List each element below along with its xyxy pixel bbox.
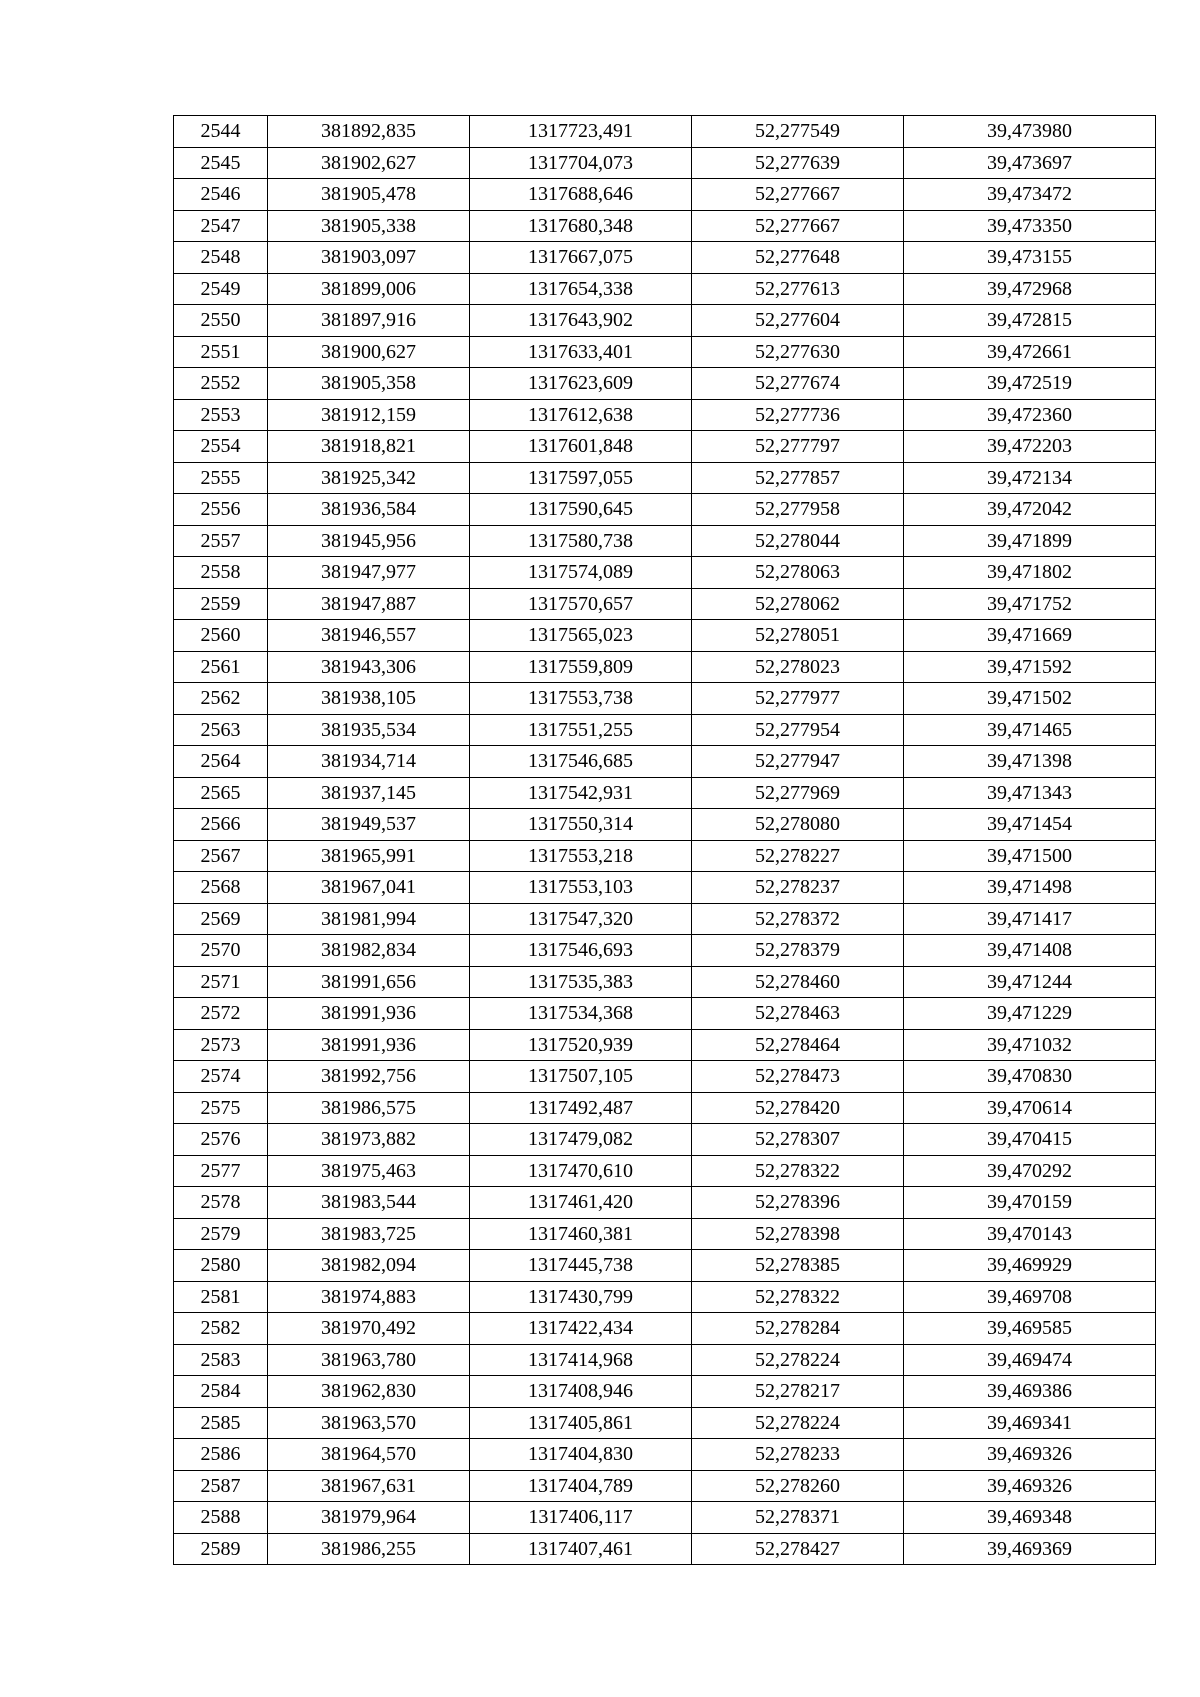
longitude-cell: 39,471465 <box>904 714 1156 746</box>
latitude-cell: 52,277857 <box>692 462 904 494</box>
table-row <box>174 998 1156 1030</box>
y-coordinate-cell: 1317590,645 <box>470 494 692 526</box>
x-coordinate-cell: 381900,627 <box>268 336 470 368</box>
y-coordinate-cell: 1317623,609 <box>470 368 692 400</box>
latitude-cell: 52,278224 <box>692 1344 904 1376</box>
table-row <box>174 494 1156 526</box>
x-coordinate-cell: 381935,534 <box>268 714 470 746</box>
point-number-cell: 2552 <box>174 368 268 400</box>
y-coordinate-cell: 1317445,738 <box>470 1250 692 1282</box>
table-row <box>174 651 1156 683</box>
point-number-cell: 2586 <box>174 1439 268 1471</box>
x-coordinate-cell: 381991,936 <box>268 998 470 1030</box>
latitude-cell: 52,278372 <box>692 903 904 935</box>
y-coordinate-cell: 1317546,685 <box>470 746 692 778</box>
longitude-cell: 39,472042 <box>904 494 1156 526</box>
point-number-cell: 2548 <box>174 242 268 274</box>
y-coordinate-cell: 1317408,946 <box>470 1376 692 1408</box>
point-number-cell: 2566 <box>174 809 268 841</box>
coordinates-table <box>173 115 1156 1565</box>
latitude-cell: 52,278322 <box>692 1281 904 1313</box>
point-number-cell: 2558 <box>174 557 268 589</box>
x-coordinate-cell: 381986,575 <box>268 1092 470 1124</box>
longitude-cell: 39,471498 <box>904 872 1156 904</box>
point-number-cell: 2579 <box>174 1218 268 1250</box>
y-coordinate-cell: 1317612,638 <box>470 399 692 431</box>
latitude-cell: 52,278227 <box>692 840 904 872</box>
x-coordinate-cell: 381905,338 <box>268 210 470 242</box>
point-number-cell: 2572 <box>174 998 268 1030</box>
y-coordinate-cell: 1317422,434 <box>470 1313 692 1345</box>
longitude-cell: 39,471454 <box>904 809 1156 841</box>
coordinates-table-body <box>174 116 1156 1565</box>
point-number-cell: 2576 <box>174 1124 268 1156</box>
y-coordinate-cell: 1317407,461 <box>470 1533 692 1565</box>
point-number-cell: 2559 <box>174 588 268 620</box>
longitude-cell: 39,471502 <box>904 683 1156 715</box>
longitude-cell: 39,469474 <box>904 1344 1156 1376</box>
x-coordinate-cell: 381991,656 <box>268 966 470 998</box>
y-coordinate-cell: 1317654,338 <box>470 273 692 305</box>
y-coordinate-cell: 1317553,738 <box>470 683 692 715</box>
latitude-cell: 52,278224 <box>692 1407 904 1439</box>
latitude-cell: 52,277797 <box>692 431 904 463</box>
y-coordinate-cell: 1317507,105 <box>470 1061 692 1093</box>
x-coordinate-cell: 381905,358 <box>268 368 470 400</box>
y-coordinate-cell: 1317688,646 <box>470 179 692 211</box>
point-number-cell: 2554 <box>174 431 268 463</box>
latitude-cell: 52,277958 <box>692 494 904 526</box>
point-number-cell: 2578 <box>174 1187 268 1219</box>
longitude-cell: 39,472661 <box>904 336 1156 368</box>
table-row <box>174 431 1156 463</box>
point-number-cell: 2589 <box>174 1533 268 1565</box>
y-coordinate-cell: 1317580,738 <box>470 525 692 557</box>
point-number-cell: 2563 <box>174 714 268 746</box>
point-number-cell: 2561 <box>174 651 268 683</box>
y-coordinate-cell: 1317404,830 <box>470 1439 692 1471</box>
point-number-cell: 2584 <box>174 1376 268 1408</box>
longitude-cell: 39,470143 <box>904 1218 1156 1250</box>
latitude-cell: 52,278284 <box>692 1313 904 1345</box>
x-coordinate-cell: 381967,631 <box>268 1470 470 1502</box>
x-coordinate-cell: 381892,835 <box>268 116 470 148</box>
x-coordinate-cell: 381983,725 <box>268 1218 470 1250</box>
y-coordinate-cell: 1317553,103 <box>470 872 692 904</box>
x-coordinate-cell: 381934,714 <box>268 746 470 778</box>
table-row <box>174 1281 1156 1313</box>
point-number-cell: 2567 <box>174 840 268 872</box>
x-coordinate-cell: 381903,097 <box>268 242 470 274</box>
table-row <box>174 1187 1156 1219</box>
table-row <box>174 777 1156 809</box>
longitude-cell: 39,469341 <box>904 1407 1156 1439</box>
y-coordinate-cell: 1317601,848 <box>470 431 692 463</box>
x-coordinate-cell: 381973,882 <box>268 1124 470 1156</box>
point-number-cell: 2549 <box>174 273 268 305</box>
table-row <box>174 305 1156 337</box>
latitude-cell: 52,278260 <box>692 1470 904 1502</box>
table-row <box>174 1407 1156 1439</box>
longitude-cell: 39,471802 <box>904 557 1156 589</box>
longitude-cell: 39,470292 <box>904 1155 1156 1187</box>
table-row <box>174 368 1156 400</box>
x-coordinate-cell: 381965,991 <box>268 840 470 872</box>
longitude-cell: 39,469326 <box>904 1439 1156 1471</box>
table-row <box>174 809 1156 841</box>
longitude-cell: 39,473155 <box>904 242 1156 274</box>
latitude-cell: 52,277667 <box>692 179 904 211</box>
table-row <box>174 935 1156 967</box>
table-row <box>174 872 1156 904</box>
x-coordinate-cell: 381938,105 <box>268 683 470 715</box>
latitude-cell: 52,277630 <box>692 336 904 368</box>
table-row <box>174 1344 1156 1376</box>
latitude-cell: 52,278473 <box>692 1061 904 1093</box>
y-coordinate-cell: 1317574,089 <box>470 557 692 589</box>
table-row <box>174 242 1156 274</box>
table-row <box>174 903 1156 935</box>
table-row <box>174 1502 1156 1534</box>
table-row <box>174 336 1156 368</box>
point-number-cell: 2571 <box>174 966 268 998</box>
longitude-cell: 39,472134 <box>904 462 1156 494</box>
longitude-cell: 39,473472 <box>904 179 1156 211</box>
y-coordinate-cell: 1317414,968 <box>470 1344 692 1376</box>
latitude-cell: 52,278080 <box>692 809 904 841</box>
point-number-cell: 2556 <box>174 494 268 526</box>
y-coordinate-cell: 1317597,055 <box>470 462 692 494</box>
point-number-cell: 2568 <box>174 872 268 904</box>
longitude-cell: 39,471229 <box>904 998 1156 1030</box>
longitude-cell: 39,469369 <box>904 1533 1156 1565</box>
latitude-cell: 52,278237 <box>692 872 904 904</box>
x-coordinate-cell: 381963,780 <box>268 1344 470 1376</box>
y-coordinate-cell: 1317553,218 <box>470 840 692 872</box>
x-coordinate-cell: 381992,756 <box>268 1061 470 1093</box>
table-row <box>174 462 1156 494</box>
longitude-cell: 39,471343 <box>904 777 1156 809</box>
x-coordinate-cell: 381982,094 <box>268 1250 470 1282</box>
y-coordinate-cell: 1317460,381 <box>470 1218 692 1250</box>
y-coordinate-cell: 1317547,320 <box>470 903 692 935</box>
longitude-cell: 39,471669 <box>904 620 1156 652</box>
longitude-cell: 39,472360 <box>904 399 1156 431</box>
table-row <box>174 273 1156 305</box>
latitude-cell: 52,277977 <box>692 683 904 715</box>
x-coordinate-cell: 381925,342 <box>268 462 470 494</box>
point-number-cell: 2557 <box>174 525 268 557</box>
latitude-cell: 52,278427 <box>692 1533 904 1565</box>
longitude-cell: 39,471500 <box>904 840 1156 872</box>
point-number-cell: 2585 <box>174 1407 268 1439</box>
latitude-cell: 52,278460 <box>692 966 904 998</box>
point-number-cell: 2565 <box>174 777 268 809</box>
longitude-cell: 39,472968 <box>904 273 1156 305</box>
longitude-cell: 39,469386 <box>904 1376 1156 1408</box>
table-row <box>174 1092 1156 1124</box>
y-coordinate-cell: 1317550,314 <box>470 809 692 841</box>
table-row <box>174 1061 1156 1093</box>
latitude-cell: 52,277667 <box>692 210 904 242</box>
x-coordinate-cell: 381963,570 <box>268 1407 470 1439</box>
latitude-cell: 52,278396 <box>692 1187 904 1219</box>
latitude-cell: 52,278233 <box>692 1439 904 1471</box>
point-number-cell: 2551 <box>174 336 268 368</box>
point-number-cell: 2582 <box>174 1313 268 1345</box>
x-coordinate-cell: 381936,584 <box>268 494 470 526</box>
y-coordinate-cell: 1317492,487 <box>470 1092 692 1124</box>
latitude-cell: 52,277604 <box>692 305 904 337</box>
table-row <box>174 588 1156 620</box>
table-row <box>174 1439 1156 1471</box>
x-coordinate-cell: 381981,994 <box>268 903 470 935</box>
latitude-cell: 52,278398 <box>692 1218 904 1250</box>
x-coordinate-cell: 381905,478 <box>268 179 470 211</box>
latitude-cell: 52,278062 <box>692 588 904 620</box>
point-number-cell: 2570 <box>174 935 268 967</box>
x-coordinate-cell: 381947,977 <box>268 557 470 589</box>
x-coordinate-cell: 381967,041 <box>268 872 470 904</box>
latitude-cell: 52,278063 <box>692 557 904 589</box>
table-row <box>174 525 1156 557</box>
point-number-cell: 2588 <box>174 1502 268 1534</box>
table-row <box>174 1029 1156 1061</box>
y-coordinate-cell: 1317723,491 <box>470 116 692 148</box>
y-coordinate-cell: 1317551,255 <box>470 714 692 746</box>
x-coordinate-cell: 381949,537 <box>268 809 470 841</box>
latitude-cell: 52,277947 <box>692 746 904 778</box>
point-number-cell: 2550 <box>174 305 268 337</box>
latitude-cell: 52,278322 <box>692 1155 904 1187</box>
point-number-cell: 2547 <box>174 210 268 242</box>
x-coordinate-cell: 381986,255 <box>268 1533 470 1565</box>
longitude-cell: 39,469348 <box>904 1502 1156 1534</box>
latitude-cell: 52,278420 <box>692 1092 904 1124</box>
point-number-cell: 2545 <box>174 147 268 179</box>
y-coordinate-cell: 1317479,082 <box>470 1124 692 1156</box>
longitude-cell: 39,470614 <box>904 1092 1156 1124</box>
longitude-cell: 39,472815 <box>904 305 1156 337</box>
table-row <box>174 714 1156 746</box>
latitude-cell: 52,277969 <box>692 777 904 809</box>
latitude-cell: 52,278464 <box>692 1029 904 1061</box>
x-coordinate-cell: 381975,463 <box>268 1155 470 1187</box>
point-number-cell: 2562 <box>174 683 268 715</box>
point-number-cell: 2553 <box>174 399 268 431</box>
latitude-cell: 52,278023 <box>692 651 904 683</box>
point-number-cell: 2569 <box>174 903 268 935</box>
x-coordinate-cell: 381937,145 <box>268 777 470 809</box>
latitude-cell: 52,278217 <box>692 1376 904 1408</box>
point-number-cell: 2580 <box>174 1250 268 1282</box>
table-row <box>174 840 1156 872</box>
latitude-cell: 52,278044 <box>692 525 904 557</box>
y-coordinate-cell: 1317559,809 <box>470 651 692 683</box>
y-coordinate-cell: 1317542,931 <box>470 777 692 809</box>
y-coordinate-cell: 1317565,023 <box>470 620 692 652</box>
point-number-cell: 2564 <box>174 746 268 778</box>
table-row <box>174 1470 1156 1502</box>
longitude-cell: 39,470159 <box>904 1187 1156 1219</box>
latitude-cell: 52,277639 <box>692 147 904 179</box>
table-row <box>174 1313 1156 1345</box>
y-coordinate-cell: 1317535,383 <box>470 966 692 998</box>
y-coordinate-cell: 1317680,348 <box>470 210 692 242</box>
longitude-cell: 39,473697 <box>904 147 1156 179</box>
table-row <box>174 147 1156 179</box>
y-coordinate-cell: 1317406,117 <box>470 1502 692 1534</box>
y-coordinate-cell: 1317570,657 <box>470 588 692 620</box>
longitude-cell: 39,471398 <box>904 746 1156 778</box>
longitude-cell: 39,471752 <box>904 588 1156 620</box>
y-coordinate-cell: 1317667,075 <box>470 242 692 274</box>
point-number-cell: 2583 <box>174 1344 268 1376</box>
latitude-cell: 52,278307 <box>692 1124 904 1156</box>
x-coordinate-cell: 381899,006 <box>268 273 470 305</box>
table-row <box>174 399 1156 431</box>
longitude-cell: 39,471899 <box>904 525 1156 557</box>
y-coordinate-cell: 1317643,902 <box>470 305 692 337</box>
longitude-cell: 39,469929 <box>904 1250 1156 1282</box>
latitude-cell: 52,278385 <box>692 1250 904 1282</box>
x-coordinate-cell: 381945,956 <box>268 525 470 557</box>
y-coordinate-cell: 1317520,939 <box>470 1029 692 1061</box>
table-row <box>174 557 1156 589</box>
latitude-cell: 52,277674 <box>692 368 904 400</box>
x-coordinate-cell: 381974,883 <box>268 1281 470 1313</box>
longitude-cell: 39,469585 <box>904 1313 1156 1345</box>
longitude-cell: 39,473350 <box>904 210 1156 242</box>
y-coordinate-cell: 1317470,610 <box>470 1155 692 1187</box>
table-row <box>174 116 1156 148</box>
x-coordinate-cell: 381946,557 <box>268 620 470 652</box>
longitude-cell: 39,472519 <box>904 368 1156 400</box>
y-coordinate-cell: 1317546,693 <box>470 935 692 967</box>
latitude-cell: 52,277549 <box>692 116 904 148</box>
table-row <box>174 1533 1156 1565</box>
table-row <box>174 620 1156 652</box>
point-number-cell: 2577 <box>174 1155 268 1187</box>
longitude-cell: 39,471032 <box>904 1029 1156 1061</box>
x-coordinate-cell: 381964,570 <box>268 1439 470 1471</box>
latitude-cell: 52,278463 <box>692 998 904 1030</box>
x-coordinate-cell: 381983,544 <box>268 1187 470 1219</box>
table-row <box>174 1155 1156 1187</box>
longitude-cell: 39,471408 <box>904 935 1156 967</box>
y-coordinate-cell: 1317461,420 <box>470 1187 692 1219</box>
x-coordinate-cell: 381912,159 <box>268 399 470 431</box>
point-number-cell: 2574 <box>174 1061 268 1093</box>
x-coordinate-cell: 381979,964 <box>268 1502 470 1534</box>
x-coordinate-cell: 381918,821 <box>268 431 470 463</box>
latitude-cell: 52,277954 <box>692 714 904 746</box>
latitude-cell: 52,277648 <box>692 242 904 274</box>
latitude-cell: 52,278379 <box>692 935 904 967</box>
longitude-cell: 39,469326 <box>904 1470 1156 1502</box>
table-row <box>174 746 1156 778</box>
y-coordinate-cell: 1317633,401 <box>470 336 692 368</box>
latitude-cell: 52,277736 <box>692 399 904 431</box>
point-number-cell: 2544 <box>174 116 268 148</box>
table-row <box>174 966 1156 998</box>
x-coordinate-cell: 381897,916 <box>268 305 470 337</box>
point-number-cell: 2573 <box>174 1029 268 1061</box>
longitude-cell: 39,471244 <box>904 966 1156 998</box>
longitude-cell: 39,469708 <box>904 1281 1156 1313</box>
table-row <box>174 683 1156 715</box>
longitude-cell: 39,470830 <box>904 1061 1156 1093</box>
longitude-cell: 39,470415 <box>904 1124 1156 1156</box>
x-coordinate-cell: 381947,887 <box>268 588 470 620</box>
x-coordinate-cell: 381962,830 <box>268 1376 470 1408</box>
longitude-cell: 39,471592 <box>904 651 1156 683</box>
y-coordinate-cell: 1317430,799 <box>470 1281 692 1313</box>
table-row <box>174 1218 1156 1250</box>
longitude-cell: 39,473980 <box>904 116 1156 148</box>
y-coordinate-cell: 1317404,789 <box>470 1470 692 1502</box>
x-coordinate-cell: 381970,492 <box>268 1313 470 1345</box>
point-number-cell: 2587 <box>174 1470 268 1502</box>
x-coordinate-cell: 381902,627 <box>268 147 470 179</box>
x-coordinate-cell: 381943,306 <box>268 651 470 683</box>
y-coordinate-cell: 1317534,368 <box>470 998 692 1030</box>
y-coordinate-cell: 1317704,073 <box>470 147 692 179</box>
x-coordinate-cell: 381982,834 <box>268 935 470 967</box>
point-number-cell: 2560 <box>174 620 268 652</box>
longitude-cell: 39,471417 <box>904 903 1156 935</box>
point-number-cell: 2581 <box>174 1281 268 1313</box>
table-row <box>174 1250 1156 1282</box>
table-row <box>174 210 1156 242</box>
point-number-cell: 2575 <box>174 1092 268 1124</box>
latitude-cell: 52,277613 <box>692 273 904 305</box>
table-row <box>174 1124 1156 1156</box>
y-coordinate-cell: 1317405,861 <box>470 1407 692 1439</box>
x-coordinate-cell: 381991,936 <box>268 1029 470 1061</box>
table-row <box>174 1376 1156 1408</box>
latitude-cell: 52,278371 <box>692 1502 904 1534</box>
point-number-cell: 2555 <box>174 462 268 494</box>
longitude-cell: 39,472203 <box>904 431 1156 463</box>
table-row <box>174 179 1156 211</box>
point-number-cell: 2546 <box>174 179 268 211</box>
latitude-cell: 52,278051 <box>692 620 904 652</box>
